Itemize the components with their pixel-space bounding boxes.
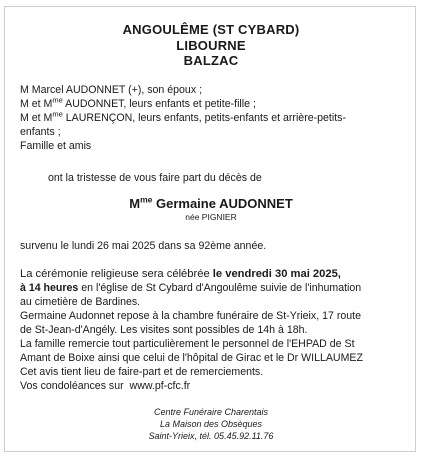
ceremony-line-4: Germaine Audonnet repose à la chambre funéraire de St-Yrieix, 17 route <box>20 310 361 322</box>
location-line-1: ANGOULÊME (ST CYBARD) <box>122 22 300 37</box>
ceremony-line-3: au cimetière de Bardines. <box>20 296 141 308</box>
deceased-name: $M^{me}$ Germaine AUDONNET <box>129 194 293 211</box>
family-line-1: M Marcel AUDONNET (+), son époux ; <box>20 84 203 96</box>
location-line-2: LIBOURNE <box>176 38 246 53</box>
ceremony-line-2: à 14 heures en l'église de St Cybard d'Angoulême suivie de l'inhumation <box>20 282 362 294</box>
family-line-2: M et $M^{me}$ AUDONNET, leurs enfants et petite-fille ; <box>20 95 256 110</box>
ceremony-line-8: Cet avis tient lieu de faire-part et de remerciements. <box>20 366 264 378</box>
ceremony-line-6: La famille remercie tout particulièrement le personnel de l'EHPAD de St <box>20 338 355 350</box>
announcement: ont la tristesse de vous faire part du décès de <box>48 172 262 184</box>
ceremony-line-7: Amant de Boixe ainsi que celui de l'hôpital de Girac et le Dr WILLAUMEZ <box>20 352 363 364</box>
funeral-home-name: Centre Funéraire Charentais <box>153 407 269 417</box>
funeral-home-contact: Saint-Yrieix, tél. 05.45.92.11.76 <box>148 431 274 441</box>
condolences-website: Vos condoléances sur www.pf-cfc.fr <box>20 380 191 392</box>
ceremony-line-5: de St-Jean-d'Angély. Les visites sont possibles de 14h à 18h. <box>20 324 308 336</box>
funeral-home-subtitle: La Maison des Obsèques <box>159 419 263 429</box>
family-line-4: enfants ; <box>20 126 61 138</box>
maiden-name: née PIGNIER <box>185 212 237 222</box>
family-line-3: M et $M^{me}$ LAURENÇON, leurs enfants, petits-enfants et arrière-petits- <box>20 109 346 124</box>
death-date: survenu le lundi 26 mai 2025 dans sa 92ème année. <box>20 240 267 252</box>
ceremony-line-1: La cérémonie religieuse sera célébrée le vendredi 30 mai 2025, <box>20 268 341 280</box>
family-line-5: Famille et amis <box>20 140 92 152</box>
location-line-3: BALZAC <box>183 53 239 68</box>
